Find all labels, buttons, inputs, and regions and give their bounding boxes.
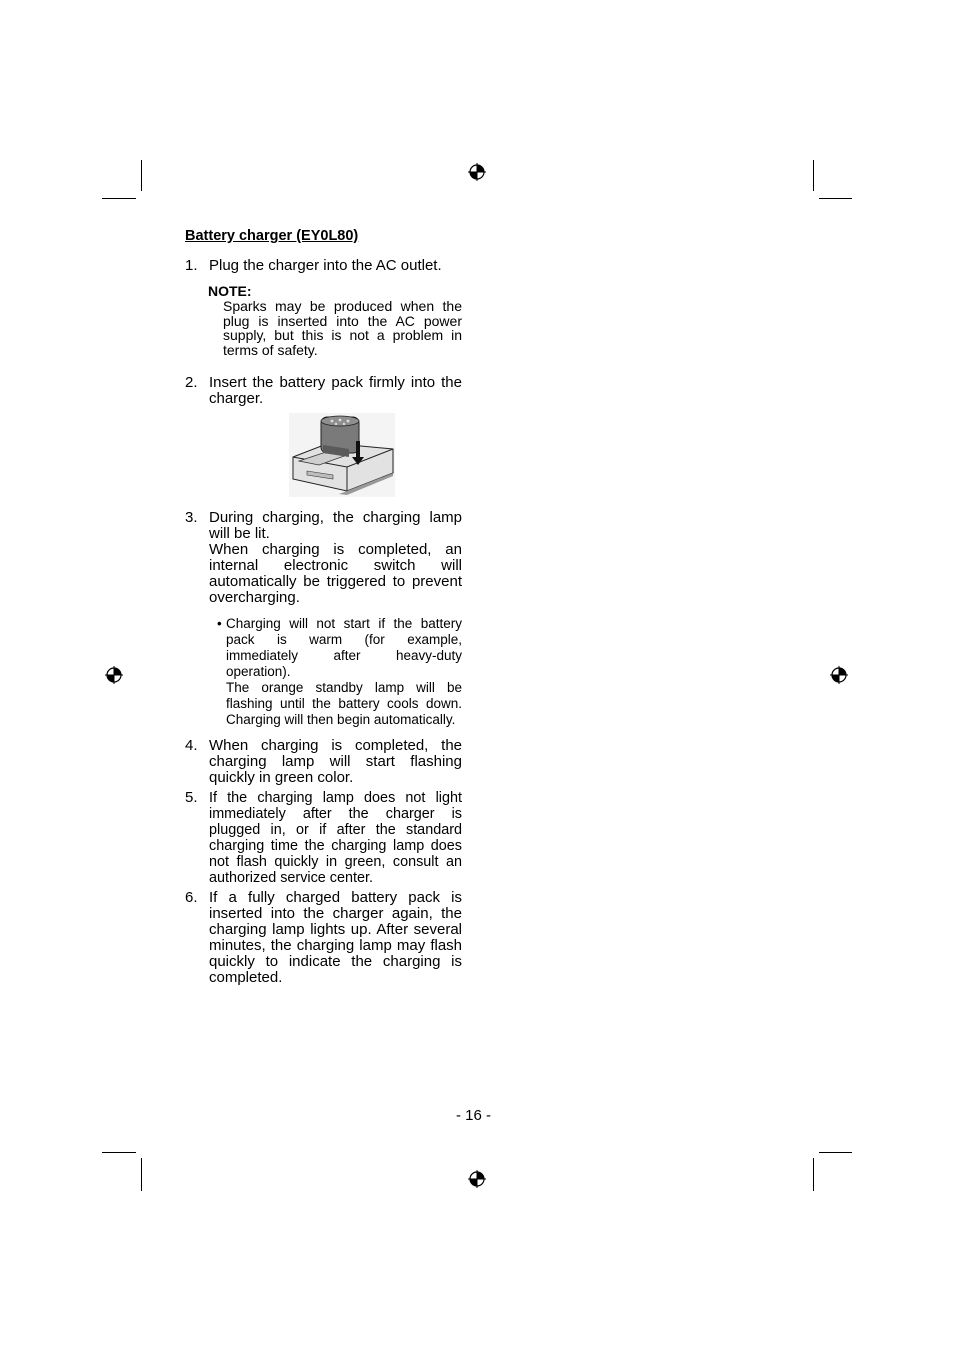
step-text: Plug the charger into the AC outlet.	[209, 257, 442, 274]
crop-mark	[141, 160, 142, 191]
step-number: 4.	[185, 737, 198, 754]
main-content	[185, 228, 462, 986]
crop-mark	[819, 1152, 852, 1153]
step-item	[185, 890, 462, 986]
step-text: Insert the battery pack firmly into the charger.	[209, 374, 462, 407]
bullet-note	[209, 616, 462, 728]
step-item	[185, 790, 462, 886]
crop-mark	[819, 198, 852, 199]
crop-mark	[102, 198, 136, 199]
step-number: 5.	[185, 789, 198, 806]
step-text: If a fully charged battery pack is inserted into the charger again, the charging lamp lights up. After several minutes, the charging lamp may flash quickly to indicate the charging is completed.	[209, 889, 462, 986]
step-number: 1.	[185, 257, 198, 274]
step-number: 2.	[185, 374, 198, 391]
registration-mark-icon	[105, 666, 123, 684]
bullet-text: Charging will not start if the battery pack is warm (for example, immediately after heavy-duty operation).	[226, 616, 462, 679]
step-item	[185, 258, 462, 274]
charger-illustration	[289, 413, 395, 497]
registration-mark-icon	[468, 163, 486, 181]
step-number: 3.	[185, 509, 198, 526]
step-item	[185, 375, 462, 407]
crop-mark	[102, 1152, 136, 1153]
registration-mark-icon	[830, 666, 848, 684]
step-item	[185, 510, 462, 728]
note-text: Sparks may be produced when the plug is inserted into the AC power supply, but this is not a problem in terms of safety.	[223, 298, 462, 358]
section-heading: Battery charger (EY0L80)	[185, 228, 359, 244]
note-title: NOTE:	[208, 283, 252, 299]
crop-mark	[141, 1158, 142, 1191]
step-text: If the charging lamp does not light immediately after the charger is plugged in, or if after the standard charging time the charging lamp does not flash quickly in green, consult an authorized service center.	[209, 790, 462, 886]
registration-mark-icon	[468, 1170, 486, 1188]
crop-mark	[813, 160, 814, 191]
crop-mark	[813, 1158, 814, 1191]
step-text-continued: When charging is completed, an internal electronic switch will automatically be triggered to prevent overcharging.	[209, 541, 462, 606]
step-text: During charging, the charging lamp will be lit.	[209, 509, 462, 542]
bullet-marker: •	[217, 616, 222, 631]
step-number: 6.	[185, 889, 198, 906]
bullet-text-continued: The orange standby lamp will be flashing until the battery cools down. Charging will then begin automatically.	[226, 680, 462, 727]
page-number: - 16 -	[456, 1107, 492, 1124]
note-block	[208, 284, 462, 357]
step-text: When charging is completed, the charging lamp will start flashing quickly in green color.	[209, 737, 462, 786]
step-item	[185, 738, 462, 786]
